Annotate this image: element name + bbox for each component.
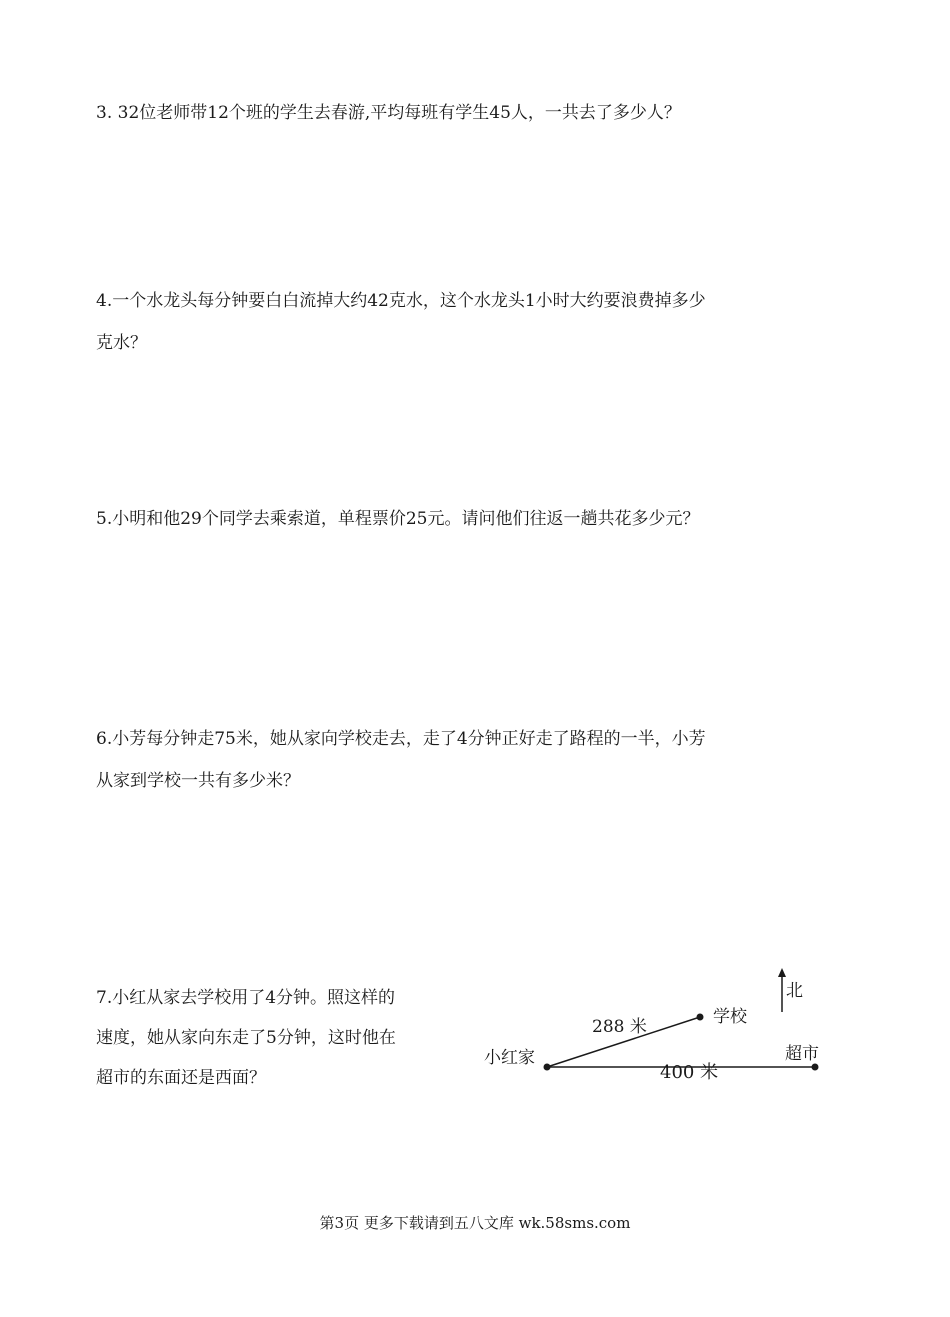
problem-5-line-1: 5.小明和他29个同学去乘索道，单程票价25元。请问他们往返一趟共花多少元？	[96, 509, 700, 529]
north-arrow-icon	[778, 968, 786, 977]
route-diagram	[470, 960, 850, 1100]
page-footer: 第3页 更多下载请到五八文库 wk.58sms.com	[319, 1214, 631, 1232]
problem-3	[96, 92, 681, 134]
school-label: 学校	[713, 1007, 747, 1027]
problem-6	[96, 718, 706, 802]
problem-7-line-1: 7.小红从家去学校用了4分钟。照这样的	[96, 988, 396, 1008]
home-label: 小红家	[484, 1048, 535, 1068]
market-label: 超市	[785, 1044, 819, 1064]
school-point	[697, 1014, 704, 1021]
problem-7-line-3: 超市的东面还是西面？	[96, 1068, 266, 1088]
problem-4-line-2: 克水？	[96, 333, 147, 353]
home-point	[544, 1064, 551, 1071]
problem-6-line-1: 6.小芳每分钟走75米，她从家向学校走去，走了4分钟正好走了路程的一半，小芳	[96, 729, 706, 749]
problem-4-line-1: 4.一个水龙头每分钟要白白流掉大约42克水，这个水龙头1小时大约要浪费掉多少	[96, 291, 706, 311]
home-market-distance-label: 400 米	[660, 1062, 719, 1083]
problem-4	[96, 280, 706, 364]
problem-7-line-2: 速度，她从家向东走了5分钟，这时他在	[96, 1028, 396, 1048]
problem-5	[96, 498, 699, 540]
north-label: 北	[786, 981, 803, 1001]
problem-7	[96, 978, 396, 1098]
problem-6-line-2: 从家到学校一共有多少米？	[96, 771, 300, 791]
problem-3-line-1: 3. 32位老师带12个班的学生去春游,平均每班有学生45人，一共去了多少人？	[96, 103, 681, 123]
home-school-distance-label: 288 米	[592, 1017, 647, 1037]
market-point	[812, 1064, 819, 1071]
